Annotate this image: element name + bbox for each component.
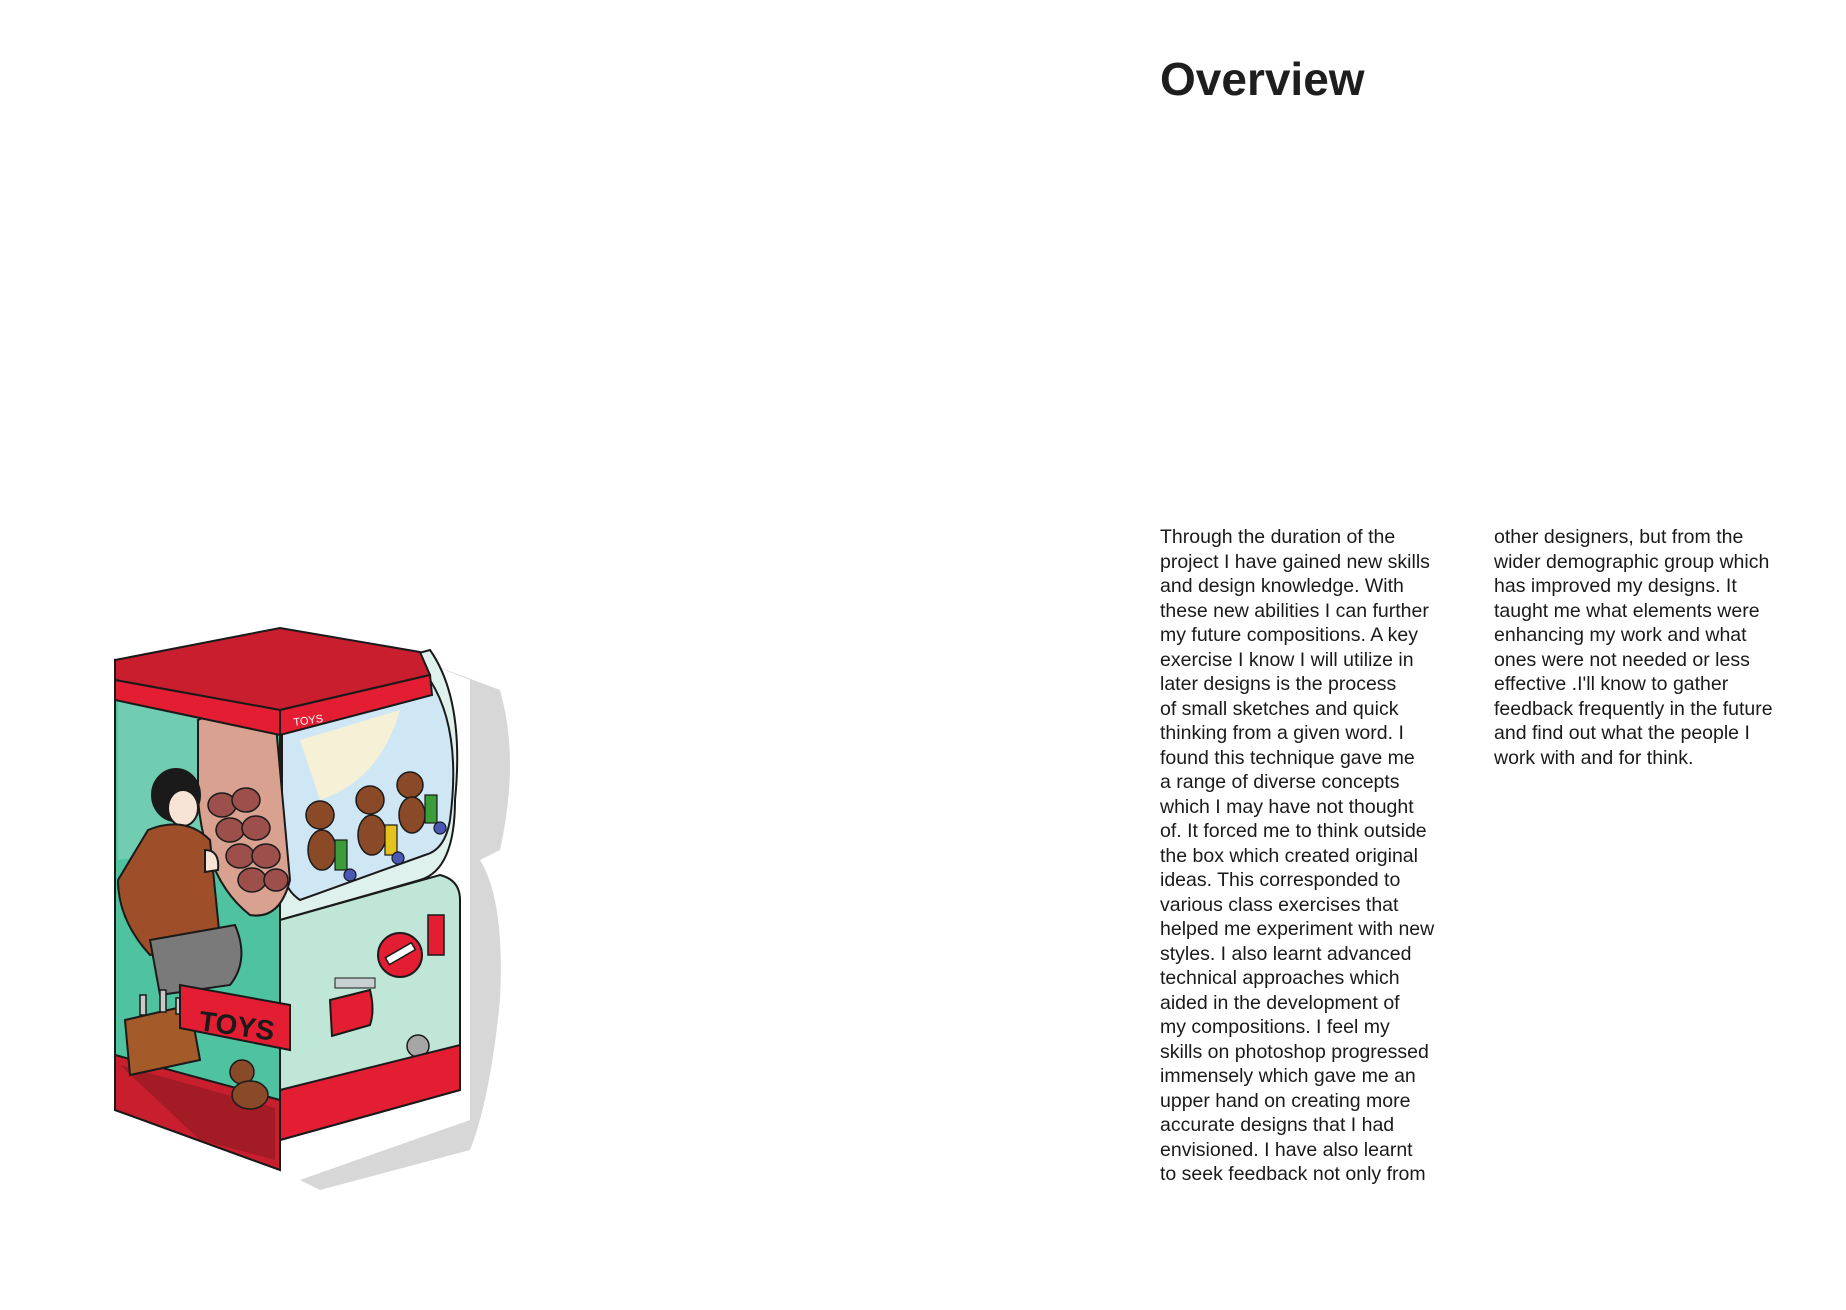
text-line: ideas. This corresponded to	[1160, 869, 1401, 891]
page-title: Overview	[1160, 53, 1365, 105]
text-line: styles. I also learnt advanced	[1160, 942, 1412, 965]
text-line: the box which created original	[1160, 844, 1418, 867]
text-line: immensely which gave me an	[1160, 1065, 1416, 1087]
text-line: and find out what the people I	[1494, 722, 1750, 744]
text-line: found this technique gave me	[1160, 746, 1415, 769]
text-line: upper hand on creating more	[1160, 1089, 1411, 1112]
text-line: various class exercises that	[1160, 893, 1399, 916]
text-line: ones were not needed or less	[1494, 648, 1750, 671]
text-line: to seek feedback not only from	[1160, 1163, 1426, 1185]
text-line: which I may have not thought	[1160, 795, 1414, 818]
text-line: of. It forced me to think outside	[1160, 820, 1427, 842]
overview-text-column-right	[1494, 525, 1794, 770]
text-line: my compositions. I feel my	[1160, 1016, 1390, 1038]
text-line: my future compositions. A key	[1160, 624, 1418, 646]
text-line: helped me experiment with new	[1160, 918, 1435, 940]
text-line: other designers, but from the	[1494, 526, 1744, 548]
text-line: project I have gained new skills	[1160, 550, 1430, 573]
text-line: technical approaches which	[1160, 967, 1400, 989]
text-line: these new abilities I can further	[1160, 599, 1429, 622]
text-line: accurate designs that I had	[1160, 1114, 1395, 1136]
toys-sign-label: TOYS	[197, 1005, 277, 1047]
toy-vending-machine-illustration	[100, 600, 560, 1200]
text-line: of small sketches and quick	[1160, 697, 1399, 720]
text-line: work with and for think.	[1494, 746, 1694, 769]
machine-top-label: TOYS	[292, 712, 324, 729]
text-line: effective .I'll know to gather	[1494, 673, 1729, 695]
coin-slot	[428, 915, 444, 955]
text-line: envisioned. I have also learnt	[1160, 1138, 1413, 1161]
person-face	[168, 790, 198, 826]
label-plate	[335, 978, 375, 988]
text-line: thinking from a given word. I	[1160, 722, 1404, 744]
text-line: and design knowledge. With	[1160, 575, 1404, 597]
text-line: taught me what elements were	[1494, 599, 1760, 622]
text-line: a range of diverse concepts	[1160, 771, 1400, 793]
text-line: exercise I know I will utilize in	[1160, 648, 1414, 671]
text-line: Through the duration of the	[1160, 526, 1396, 548]
text-line: enhancing my work and what	[1494, 624, 1747, 646]
text-line: later designs is the process	[1160, 673, 1397, 695]
text-line: wider demographic group which	[1494, 550, 1770, 573]
text-line: has improved my designs. It	[1494, 575, 1737, 597]
text-line: aided in the development of	[1160, 991, 1400, 1014]
text-line: skills on photoshop progressed	[1160, 1040, 1429, 1063]
overview-text-column-left	[1160, 525, 1460, 1187]
text-line: feedback frequently in the future	[1494, 697, 1773, 720]
